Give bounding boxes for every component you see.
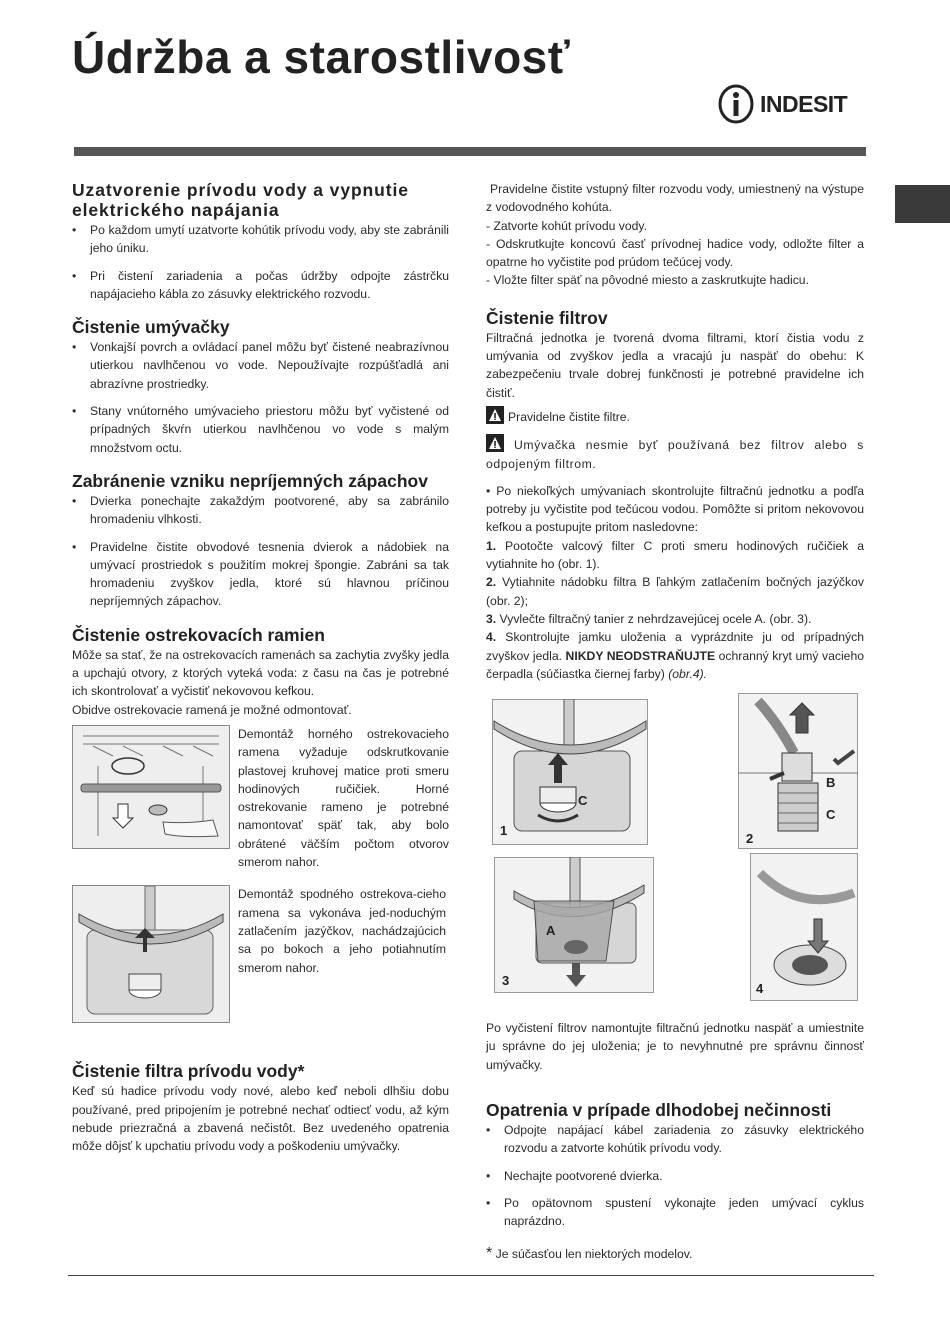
warning-icon — [486, 406, 504, 424]
section-heading: Čistenie filtrov — [486, 307, 608, 328]
section-spray-arms — [72, 625, 449, 1024]
section-water-power-off — [72, 180, 449, 303]
section-long-inactivity — [486, 1100, 864, 1230]
part-label-c: C — [578, 793, 588, 809]
warning-icon — [486, 434, 504, 452]
indesit-logo — [716, 84, 864, 124]
paragraph: - Zatvorte kohút prívodu vody. — [486, 218, 647, 233]
right-column — [486, 180, 864, 1263]
section-heading: Čistenie filtra prívodu vody* — [72, 1061, 305, 1082]
page-title: Údržba a starostlivosť — [72, 31, 571, 83]
header-rule — [74, 147, 866, 156]
filter-figures — [486, 693, 864, 1011]
list-item: • Odpojte napájací kábel zariadenia zo zásuvky elektrického rozvodu a zatvorte kohútik prívodu vody. — [486, 1123, 864, 1156]
part-label-a: A — [546, 923, 556, 939]
list-item: • Po opätovnom spustení vykonajte jeden umývací cyklus naprázdno. — [486, 1195, 864, 1229]
section-heading: Uzatvorenie prívodu vody a vypnutie elektrického napájania — [72, 180, 409, 220]
paragraph: Môže sa stať, že na ostrekovacích ramenách sa zachytia zvyšky jedla a upchajú otvory, z ktorých vyteká voda: z času na čas je potrebné ich skontrolovať a vyčistiť nekovovou kefkou. — [72, 647, 449, 699]
paragraph: • Po niekoľkých umývaniach skontrolujte filtračnú jednotku a podľa potreby ju vyčistite pod tečúcou vodou. Pomôžte si pritom nekovovou kefkou a postupujte pritom nasledovne: — [486, 483, 864, 535]
section-cleaning-filters — [486, 308, 864, 1074]
upper-spray-arm-text: Demontáž horného ostrekovacieho ramena vyžaduje odskrutkovanie plastovej kruhovej matice proti smeru hodinových ručičiek. Horné ostrekovanie rameno je potrebné namontovať späť tak, aby bolo obrátené väčším počtom otvorov smerom nahor. — [238, 726, 449, 870]
paragraph: Po vyčistení filtrov namontujte filtračnú jednotku naspäť a umiestnite ju správne do jej uloženia; je to nevyhnutné pre správnu činnosť umývačky. — [486, 1021, 864, 1072]
section-odours — [72, 471, 449, 611]
step-4: 4. Skontrolujte jamku uloženia a vyprázdnite ju od prípadných zvyškov jedla. NIKDY NEODSTRAŇUJTE ochranný kryt umý vacieho čerpadla (súčiastka čiernej farby) (obr.4). — [486, 630, 864, 681]
part-label-b: B — [826, 775, 836, 791]
filter-figure-2 — [738, 693, 858, 849]
figure-number: 3 — [502, 973, 510, 989]
paragraph: Obidve ostrekovacie ramená je možné odmontovať. — [72, 702, 352, 717]
lower-spray-arm-text: Demontáž spodného ostrekova-cieho ramena sa vykonáva jed-noduchým zatlačením jazýčkov, nachádzajúcich sa po bokoch a jeho potiahnutím smerom nahor. — [238, 887, 446, 975]
paragraph: - Vložte filter späť na pôvodné miesto a zaskrutkujte hadicu. — [486, 273, 809, 288]
figure-upper-spray-arm — [72, 725, 449, 871]
footnote: * Je súčasťou len niektorých modelov. — [486, 1244, 693, 1262]
language-tab-marker — [895, 185, 950, 223]
paragraph: Keď sú hadice prívodu vody nové, alebo keď neboli dlhšiu dobu používané, pred pripojením je potrebné nechať odtiecť vodu, až kým nebude priezračná a zbavená nečistôt. Bez uvedeného opatrenia môže dôjsť k upchatiu prívodu vody a poškodeniu umývačky. — [72, 1084, 449, 1154]
warning-note: Pravidelne čistite filtre. — [486, 408, 864, 426]
step-2: 2. Vytiahnite nádobku filtra B ľahkým zatlačením bočných jazýčkov (obr. 2); — [486, 575, 864, 608]
section-heading: Čistenie umývačky — [72, 317, 230, 338]
paragraph: Filtračná jednotka je tvorená dvoma filtrami, ktorí čistia vodu z umývania od zvyškov jedla a vracajú ju naspäť do obehu: K zabezpečeniu trvale dobrej funkčnosti je potrebné pravidelne ich čistiť. — [486, 330, 864, 400]
list-item: • Pri čistení zariadenia a počas údržby odpojte zástrčku napájacieho kábla zo zásuvky elektrického rozvodu. — [72, 268, 449, 301]
step-1: 1. Pootočte valcový filter C proti smeru hodinových ručičiek a vytiahnite ho (obr. 1). — [486, 538, 864, 572]
section-cleaning-dishwasher — [72, 317, 449, 457]
section-heading: Zabránenie vzniku nepríjemných zápachov — [72, 470, 428, 491]
warning-note: Umývačka nesmie byť používaná bez filtrov alebo s odpojeným filtrom. — [486, 436, 864, 473]
list-item: • Dvierka ponechajte zakaždým pootvorené, aby sa zabránilo hromadeniu vlhkosti. — [72, 493, 449, 527]
section-inlet-filter-steps — [486, 180, 864, 290]
lower-spray-arm-illustration — [72, 885, 230, 1023]
brand-name: INDESIT — [760, 90, 848, 117]
indesit-i-icon — [716, 84, 756, 124]
step-3: 3. Vyvlečte filtračný tanier z nehrdzavejúcej ocele A. (obr. 3). — [486, 611, 812, 626]
section-heading: Čistenie ostrekovacích ramien — [72, 624, 325, 645]
figure-number: 2 — [746, 831, 754, 847]
paragraph: - Odskrutkujte koncovú časť prívodnej hadice vody, odložte filter a opatrne ho vyčistite pod prúdom tečúcej vody. — [486, 236, 864, 270]
part-label-c: C — [826, 807, 836, 823]
filter-figure-1 — [492, 699, 648, 845]
filter-figure-3 — [494, 857, 654, 993]
figure-lower-spray-arm — [72, 885, 449, 1023]
list-item: • Vonkajší povrch a ovládací panel môžu byť čistené neabrazívnou utierkou navlhčenou vo vode. Nepoužívajte rozpúšťadlá ani abrazívne prostriedky. — [72, 340, 449, 391]
footer-rule — [68, 1275, 874, 1276]
upper-spray-arm-illustration — [72, 725, 230, 849]
figure-number: 1 — [500, 823, 508, 839]
list-item: • Nechajte pootvorené dvierka. — [486, 1168, 663, 1183]
figure-number: 4 — [756, 981, 764, 997]
list-item: • Stany vnútorného umývacieho priestoru môžu byť vyčistené od prípadných škvŕn utierkou navlhčenou vo vode s malým množstvom octu. — [72, 404, 449, 455]
section-inlet-filter — [72, 1061, 449, 1155]
list-item: • Po každom umytí uzatvorte kohútik prívodu vody, aby ste zabránili jeho úniku. — [72, 223, 449, 256]
list-item: • Pravidelne čistite obvodové tesnenia dvierok a nádobiek na umývací prostriedok s použitím mokrej špongie. Zabráni sa tak hromadeniu zvyškov jedla, ktoré sú hlavnou príčinou nepríjemných zápachov. — [72, 539, 449, 609]
left-column — [72, 180, 449, 1170]
section-heading: Opatrenia v prípade dlhodobej nečinnosti — [486, 1100, 832, 1121]
filter-figure-4 — [750, 853, 858, 1001]
paragraph: Pravidelne čistite vstupný filter rozvodu vody, umiestnený na výstupe z vodovodného kohúta. — [486, 182, 864, 215]
